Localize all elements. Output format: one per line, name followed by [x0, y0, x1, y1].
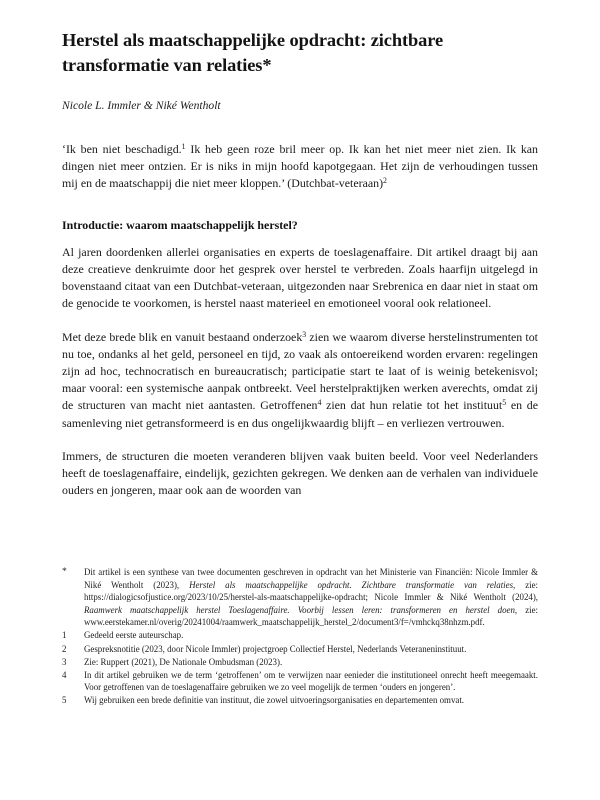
epigraph-text-2: Ik heb geen roze bril meer op. Ik kan het niet meer niet zien. Ik kan dingen niet meer ontzien. Er is niks in mijn hoofd kapotgegaan. Het zijn de verhoudingen tussen mij en de maatschappij die niet meer kloppen.’ (Dutchbat-veteraan) [62, 142, 538, 191]
footnote-item [62, 656, 538, 669]
footnote-ref-4[interactable]: 4 [317, 398, 322, 408]
section-heading-introductie: Introductie: waarom maatschappelijk herstel? [62, 217, 298, 232]
page-title: Herstel als maatschappelijke opdracht: zichtbare transformatie van relaties* [62, 30, 444, 75]
footnote-text-run: Gespreksnotitie (2023, door Nicole Immler) projectgroep Collectief Herstel, Nederlands Veteraneninstituut. [84, 643, 467, 654]
footnote-marker[interactable]: 5 [62, 695, 67, 706]
footnote-marker[interactable]: 3 [62, 656, 67, 667]
page-content [62, 0, 538, 499]
footnote-marker[interactable]: * [62, 566, 67, 577]
footnote-text [84, 629, 538, 642]
epigraph-text-1: ‘Ik ben niet beschadigd. [62, 142, 182, 156]
author-line: Nicole L. Immler & Niké Wentholt [62, 99, 221, 112]
epigraph-quote [62, 141, 538, 193]
footnote-text-run: , zie: https://dialogicsofjustice.org/2023/10/25/herstel-als-maatschappelijke-opdracht; Nicole Immler & Niké Wentholt (2024), [84, 579, 539, 603]
footnote-text-run: Zie: Ruppert (2021), De Nationale Ombudsman (2023). [84, 656, 283, 667]
footnote-area [62, 566, 538, 708]
footnote-text [84, 694, 538, 707]
footnote-text [84, 643, 538, 656]
footnote-title-italic: Herstel als maatschappelijke opdracht. Zichtbare transformatie van relaties [189, 579, 514, 590]
footnote-ref-3[interactable]: 3 [302, 329, 307, 339]
paragraph-2-seg-c: zien dat hun relatie tot het instituut [321, 398, 503, 413]
paragraph-2-seg-d: en de samenleving niet getransformeerd is en dus ongelijkwaardig blijft – en verliezen vertrouwen. [62, 398, 538, 430]
footnote-ref-5[interactable]: 5 [502, 398, 507, 408]
footnote-ref-1[interactable]: 1 [181, 142, 186, 152]
footnote-item [62, 694, 538, 707]
footnote-text-run: Gedeeld eerste auteurschap. [84, 630, 184, 641]
body-text [62, 114, 538, 499]
footnote-item [62, 643, 538, 656]
footnote-text-run: In dit artikel gebruiken we de term ‘getroffenen’ om te verwijzen naar eenieder die institutioneel onrecht heeft meegemaakt. Voor getroffenen van de toeslagenaffaire gebruiken we zo veel mogelijk de termen ‘ouders en jongeren’. [84, 669, 538, 693]
footnote-title-italic: Raamwerk maatschappelijk herstel Toeslagenaffaire. Voorbij lessen leren: transformeren en herstel doen [84, 604, 515, 615]
footnote-marker[interactable]: 1 [62, 630, 67, 641]
paragraph-1: Al jaren doordenken allerlei organisaties en experts de toeslagenaffaire. Dit artikel draagt bij aan deze creatieve denkruimte door het gesprek over herstel te verbreden. Zoals haarfijn uitgelegd in bovenstaand citaat van een Dutchbat-veteraan, uitgezonden naar Srebrenica en daar niet in staat om de genocide te voorkomen, is herstel naast materieel en emotioneel vooral ook relationeel. [62, 244, 538, 311]
footnote-item [62, 629, 538, 642]
footnote-item [62, 566, 538, 629]
paragraph-2 [62, 329, 538, 432]
footnote-marker[interactable]: 2 [62, 643, 67, 654]
footnote-item [62, 669, 538, 694]
footnote-text [84, 566, 538, 629]
footnote-marker[interactable]: 4 [62, 669, 67, 680]
paragraph-2-seg-b: zien we waarom diverse herstelinstrumenten tot nu toe, ondanks al het geld, personeel en tijd, zo vaak als ontoereikend worden ervaren: regelingen zijn ad hoc, technocratisch en bureaucratisch; participatie start te laat of is weinig betekenisvol; maar vooral: een systemische aanpak ontbreekt. Veel herstelpraktijken werken averechts, omdat zij de structuren van macht niet aantasten. Getroffenen [62, 329, 538, 413]
footnote-text-run: , zie: www.eerstekamer.nl/overig/20241004/raamwerk_maatschappelijk_herstel_2/document3/f=/vmhckq38nhzm.pdf. [84, 604, 538, 628]
footnote-text-run: Dit artikel is een synthese van twee documenten geschreven in opdracht van het Ministerie van Financiën: Nicole Immler & Niké Wentholt (2023), [84, 567, 538, 590]
footnote-ref-2[interactable]: 2 [383, 176, 387, 186]
paragraph-2-seg-a: Met deze brede blik en vanuit bestaand onderzoek [62, 329, 303, 344]
footnote-text-run: Wij gebruiken een brede definitie van instituut, die zowel uitvoeringsorganisaties en departementen omvat. [84, 695, 464, 706]
paragraph-3: Immers, de structuren die moeten veranderen blijven vaak buiten beeld. Voor veel Nederlanders heeft de toeslagenaffaire, eindelijk, gezichten gekregen. We denken aan de verhalen van individuele ouders en jongeren, maar ook aan de woorden van [62, 448, 538, 498]
footnote-text [84, 669, 538, 694]
footnote-text [84, 656, 538, 669]
